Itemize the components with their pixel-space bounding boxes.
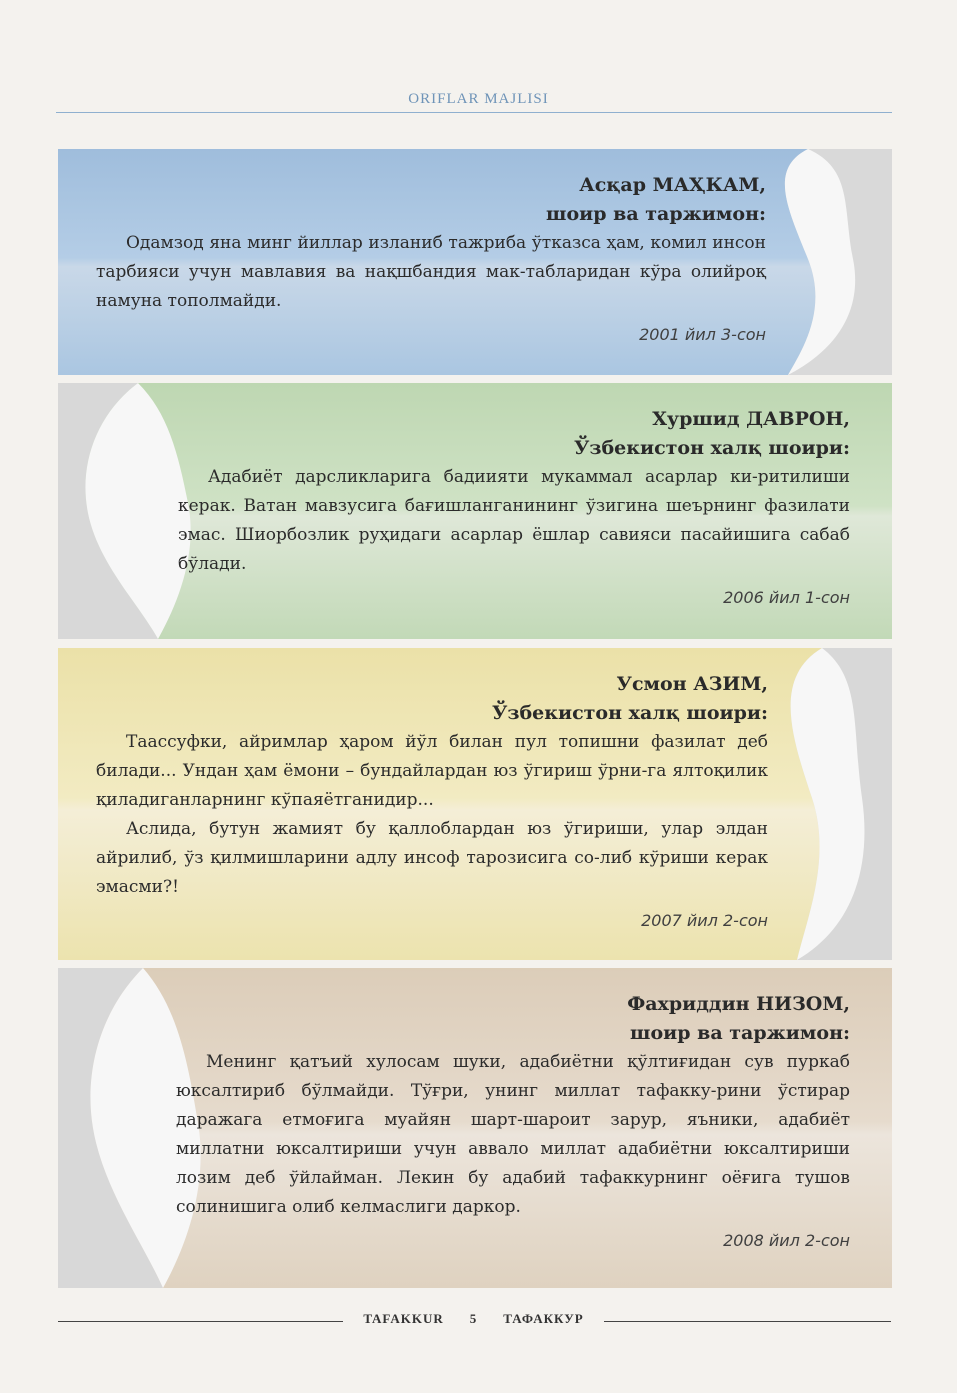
author-name: Асқар МАҲКАМ, (579, 174, 766, 196)
page-curl-decoration (748, 149, 892, 375)
quote-paragraph: Таассуфки, айримлар ҳаром йўл билан пул топишни фазилат деб билади... Ундан ҳам ёмони – бундайлардан юз ўгириш ўрни-га ялтоқилик қиладиганларнинг кўпаяётганидир... (96, 732, 768, 810)
quote-card-1 (58, 149, 892, 375)
quote-content (96, 149, 766, 348)
quote-card-3 (58, 648, 892, 960)
author-role: Ўзбекистон халқ шоири: (573, 437, 850, 459)
author-name: Усмон АЗИМ, (616, 673, 768, 695)
footer-divider-right (604, 1321, 891, 1322)
quote-paragraph: Адабиёт дарсликларига бадиияти мукаммал асарлар ки-ритилиши керак. Ватан мавзусига бағишланганининг ўзигина шеърнинг фазилати эмас. Шиорбозлик руҳидаги асарлар ёшлар савияси пасайишига сабаб бўлади. (178, 467, 850, 574)
quote-text (96, 229, 766, 316)
header-divider (56, 112, 892, 113)
quote-text (178, 463, 850, 579)
issue-reference: 2006 йил 1-сон (723, 588, 850, 607)
issue-reference: 2008 йил 2-сон (723, 1231, 850, 1250)
quote-content (96, 648, 768, 934)
author-name: Хуршид ДАВРОН, (652, 408, 850, 430)
section-title: ORIFLAR MAJLISI (408, 91, 549, 107)
footer-title-cyrillic: ТАФАККУР (503, 1311, 584, 1326)
author-role: шоир ва таржимон: (630, 1022, 850, 1044)
quote-text (96, 728, 768, 902)
quote-content (176, 968, 850, 1254)
author-name: Фахриддин НИЗОМ, (627, 993, 850, 1015)
quote-paragraph: Одамзод яна минг йиллар изланиб тажриба ўтказса ҳам, комил инсон тарбияси учун мавлавия ва нақшбандия мак-табларидан кўра олийроқ намуна тополмайди. (96, 233, 766, 311)
author-role: Ўзбекистон халқ шоири: (491, 702, 768, 724)
quote-content (178, 383, 850, 611)
page-number: 5 (469, 1311, 478, 1326)
quote-card-2 (58, 383, 892, 639)
quote-card-4 (58, 968, 892, 1288)
footer-divider-left (58, 1321, 343, 1322)
page-footer (343, 1311, 604, 1327)
quote-paragraph: Менинг қатъий хулосам шуки, адабиётни қўлтиғидан сув пуркаб юксалтириб бўлмайди. Тўғри, унинг миллат тафакку-рини ўстирар даражага етмоғига муайян шарт-шароит зарур, яъники, адабиёт миллатни юксалтириши учун аввало миллат адабиётни юксалтириши лозим деб ўйлайман. Лекин бу адабий тафаккурнинг оёғига тушов солинишига олиб келмаслиги даркор. (176, 1052, 850, 1217)
quote-paragraph: Аслида, бутун жамият бу қаллоблардан юз ўгириши, улар элдан айрилиб, ўз қилмишларини адлу инсоф тарозисига со-либ кўриши керак эмасми?! (96, 819, 768, 897)
issue-reference: 2007 йил 2-сон (641, 911, 768, 930)
issue-reference: 2001 йил 3-сон (639, 325, 766, 344)
author-role: шоир ва таржимон: (546, 203, 766, 225)
quote-text (176, 1048, 850, 1222)
footer-title-latin: TAFAKKUR (363, 1311, 444, 1326)
